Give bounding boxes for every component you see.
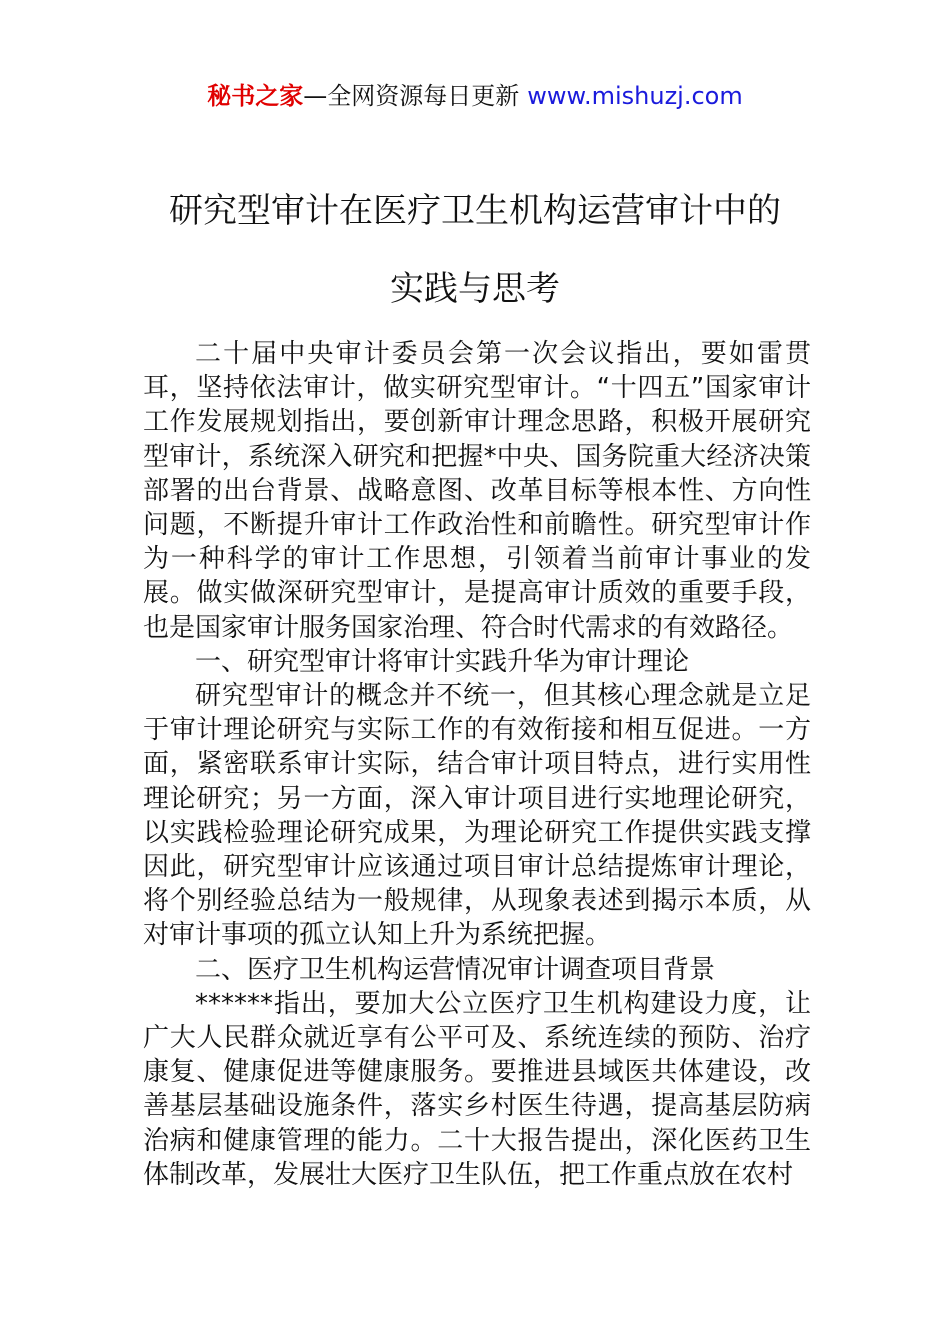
paragraph-section-2: ******指出，要加大公立医疗卫生机构建设力度，让广大人民群众就近享有公平可及、系统连续的预防、治疗康复、健康促进等健康服务。要推进县域医共体建设，改善基层基础设施条件，落实乡村医生待遇，提高基层防病治病和健康管理的能力。二十大报告提出，深化医药卫生体制改革，发展壮大医疗卫生队伍，把工作重点放在农村 <box>143 988 811 1190</box>
paragraph-intro: 二十届中央审计委员会第一次会议指出，要如雷贯耳，坚持依法审计，做实研究型审计。“十四五”国家审计工作发展规划指出，要创新审计理念思路，积极开展研究型审计，系统深入研究和把握*中央、国务院重大经济决策部署的出台背景、战略意图、改革目标等根本性、方向性问题，不断提升审计工作政治性和前瞻性。研究型审计作为一种科学的审计工作思想，引领着当前审计事业的发展。做实做深研究型审计，是提高审计质效的重要手段，也是国家审计服务国家治理、符合时代需求的有效路径。 <box>143 339 811 643</box>
site-header <box>0 79 950 113</box>
document-title <box>0 172 950 328</box>
website-url[interactable]: www.mishuzj.com <box>527 82 743 110</box>
brand-name: 秘书之家 <box>207 82 304 110</box>
section-heading-2: 二、医疗卫生机构运营情况审计调查项目背景 <box>195 954 716 985</box>
header-tagline: —全网资源每日更新 <box>303 82 520 110</box>
section-heading-1: 一、研究型审计将审计实践升华为审计理论 <box>195 646 690 677</box>
document-body <box>143 337 811 1192</box>
paragraph-section-1: 研究型审计的概念并不统一，但其核心理念就是立足于审计理论研究与实际工作的有效衔接和相互促进。一方面，紧密联系审计实际，结合审计项目特点，进行实用性理论研究；另一方面，深入审计项目进行实地理论研究，以实践检验理论研究成果，为理论研究工作提供实践支撑因此，研究型审计应该通过项目审计总结提炼审计理论，将个别经验总结为一般规律，从现象表述到揭示本质，从对审计事项的孤立认知上升为系统把握。 <box>143 681 811 951</box>
title-line-2: 实践与思考 <box>390 269 560 309</box>
title-line-1: 研究型审计在医疗卫生机构运营审计中的 <box>169 191 781 231</box>
